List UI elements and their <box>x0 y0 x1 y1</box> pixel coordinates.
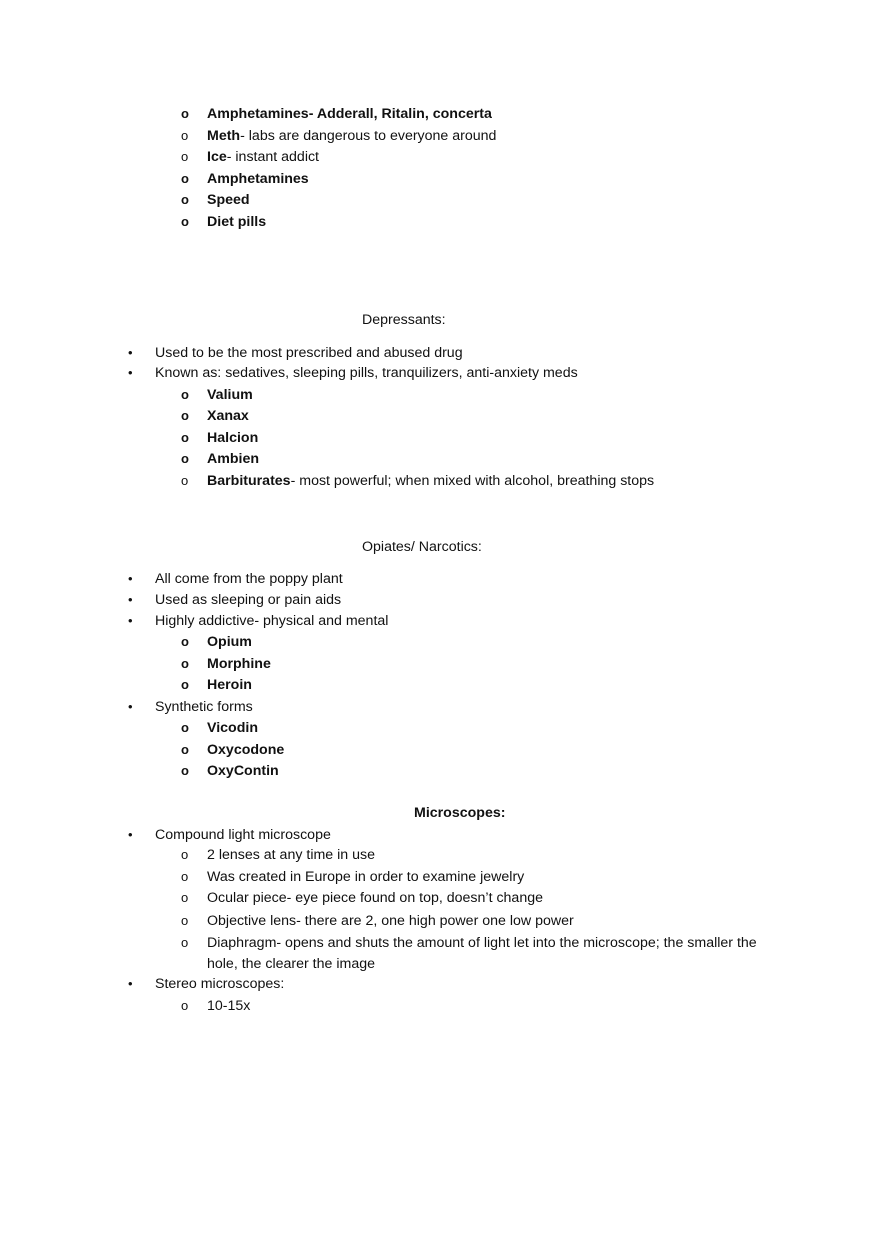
list-bullet: o <box>181 128 189 143</box>
list-item: Amphetamines- Adderall, Ritalin, concerta <box>207 106 492 122</box>
list-item: Used as sleeping or pain aids <box>155 592 342 608</box>
list-item: Speed <box>207 192 250 208</box>
list-item: Amphetamines <box>207 171 309 187</box>
list-bullet: o <box>181 998 189 1013</box>
list-bullet: o <box>181 656 189 671</box>
list-bullet: • <box>128 699 133 714</box>
list-bullet: o <box>181 408 189 423</box>
list-item: Heroin <box>207 677 252 693</box>
list-item: Highly addictive- physical and mental <box>155 613 389 629</box>
list-bullet: o <box>181 847 189 862</box>
list-item: Barbiturates- most powerful; when mixed with alcohol, breathing stops <box>207 473 655 489</box>
list-item: Morphine <box>207 656 271 672</box>
list-item: Valium <box>207 387 253 403</box>
list-item: Known as: sedatives, sleeping pills, tranquilizers, anti-anxiety meds <box>155 365 578 381</box>
list-item: Xanax <box>207 408 249 424</box>
list-item: Ambien <box>207 451 260 467</box>
opiates-heading: Opiates/ Narcotics: <box>362 539 482 555</box>
list-item: Vicodin <box>207 720 258 736</box>
list-bullet: o <box>181 192 189 207</box>
list-bullet: o <box>181 634 189 649</box>
list-item: Used to be the most prescribed and abused drug <box>155 345 463 361</box>
list-bullet: o <box>181 890 189 905</box>
list-bullet: o <box>181 214 189 229</box>
list-item: All come from the poppy plant <box>155 571 343 587</box>
list-bullet: o <box>181 869 189 884</box>
list-item: Oxycodone <box>207 742 285 758</box>
list-bullet: • <box>128 827 133 842</box>
list-bullet: o <box>181 451 189 466</box>
list-item: Synthetic forms <box>155 699 253 715</box>
list-item: Was created in Europe in order to examine jewelry <box>207 869 525 885</box>
list-bullet: o <box>181 913 189 928</box>
list-bullet: o <box>181 171 189 186</box>
list-bullet: • <box>128 571 133 586</box>
list-bullet: o <box>181 473 189 488</box>
list-bullet: • <box>128 365 133 380</box>
list-bullet: o <box>181 430 189 445</box>
list-bullet: • <box>128 345 133 360</box>
list-bullet: o <box>181 106 189 121</box>
list-item: 10-15x <box>207 998 251 1014</box>
list-item: Diaphragm- opens and shuts the amount of light let into the microscope; the smaller the hole, the clearer the image <box>207 935 757 972</box>
list-item: Ice- instant addict <box>207 149 320 165</box>
list-bullet: • <box>128 613 133 628</box>
list-item: Ocular piece- eye piece found on top, doesn’t change <box>207 890 543 906</box>
list-bullet: • <box>128 592 133 607</box>
list-item: Opium <box>207 634 252 650</box>
list-item: 2 lenses at any time in use <box>207 847 375 863</box>
list-bullet: o <box>181 763 189 778</box>
list-bullet: o <box>181 677 189 692</box>
list-item: Stereo microscopes: <box>155 976 285 992</box>
list-bullet: o <box>181 742 189 757</box>
list-bullet: o <box>181 720 189 735</box>
list-bullet: o <box>181 935 189 950</box>
list-item: Compound light microscope <box>155 827 331 843</box>
list-bullet: o <box>181 387 189 402</box>
list-item: Meth- labs are dangerous to everyone around <box>207 128 497 144</box>
list-item: Objective lens- there are 2, one high power one low power <box>207 913 574 929</box>
depressants-heading: Depressants: <box>362 312 446 328</box>
list-item: OxyContin <box>207 763 279 779</box>
list-bullet: • <box>128 976 133 991</box>
list-bullet: o <box>181 149 189 164</box>
list-item: Halcion <box>207 430 259 446</box>
list-item: Diet pills <box>207 214 267 230</box>
microscopes-heading: Microscopes: <box>414 805 506 821</box>
